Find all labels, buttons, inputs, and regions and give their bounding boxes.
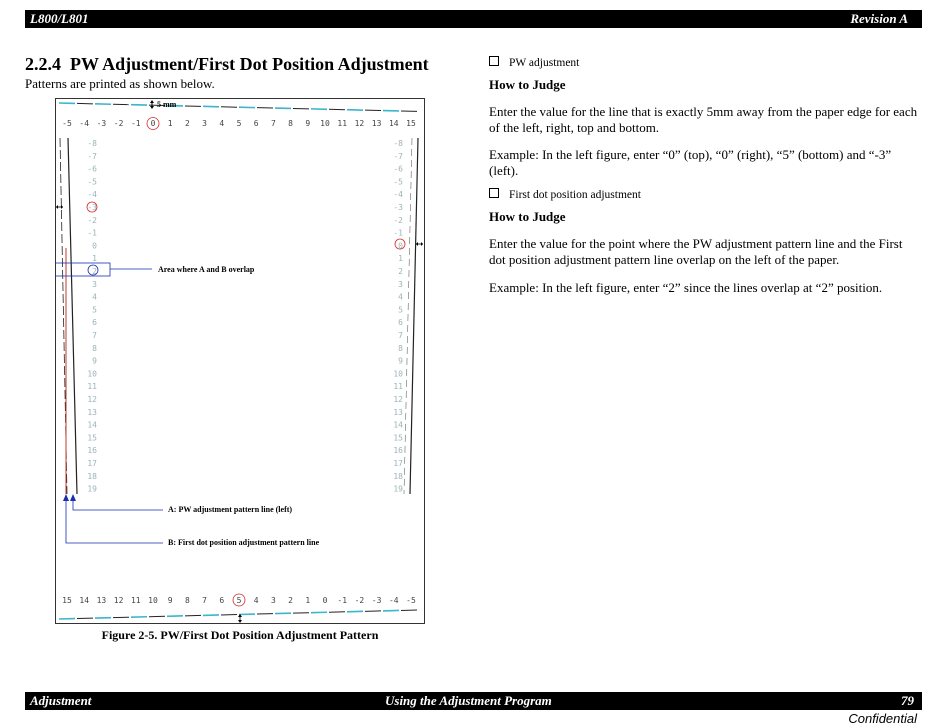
bottom-scale	[62, 596, 416, 605]
scale-tick-label: 14	[79, 596, 89, 605]
side-scale-label: -2	[393, 216, 403, 225]
scale-tick-label: -1	[337, 596, 347, 605]
side-scale-label: 11	[87, 382, 97, 391]
side-scale-label: 10	[393, 369, 403, 378]
side-scale-label: 18	[393, 472, 403, 481]
scale-tick-label: 0	[151, 119, 156, 128]
side-scale-label: 4	[92, 293, 97, 302]
side-scale-label: -8	[87, 139, 97, 148]
scale-tick-label: -3	[97, 119, 107, 128]
side-scale-label: -6	[393, 165, 403, 174]
scale-tick-label: 12	[114, 596, 124, 605]
pw-item-label: PW adjustment	[509, 57, 579, 69]
scale-tick-label: 5	[237, 119, 242, 128]
side-scale-label: 11	[393, 382, 403, 391]
scale-tick-label: 5	[237, 596, 242, 605]
scale-tick-label: -4	[389, 596, 399, 605]
side-scale-label: 15	[393, 433, 403, 442]
side-scale-label: 17	[87, 459, 97, 468]
side-scale-label: 14	[393, 421, 403, 430]
dimension-label: 5 mm	[157, 100, 177, 109]
scale-tick-label: 8	[185, 596, 190, 605]
scale-tick-label: -2	[114, 119, 124, 128]
scale-tick-label: 11	[131, 596, 141, 605]
scale-tick-label: -4	[79, 119, 89, 128]
scale-tick-label: 7	[202, 596, 207, 605]
side-scale-label: -3	[87, 203, 97, 212]
side-scale-label: 16	[87, 446, 97, 455]
side-scale-label: 9	[398, 357, 403, 366]
side-scale-label: 7	[398, 331, 403, 340]
side-scale-label: 3	[92, 280, 97, 289]
adjustment-pattern-figure	[55, 98, 425, 624]
side-scale-label: -1	[87, 229, 97, 238]
page-footer	[25, 692, 922, 710]
side-scale-label: -3	[393, 203, 403, 212]
overlap-label: Area where A and B overlap	[158, 265, 255, 274]
page-header	[25, 10, 922, 28]
side-scale-label: 13	[87, 408, 97, 417]
scale-tick-label: 11	[337, 119, 347, 128]
scale-tick-label: 3	[271, 596, 276, 605]
scale-tick-label: 8	[288, 119, 293, 128]
footer-section: Using the Adjustment Program	[385, 692, 552, 710]
page-number: 79	[901, 692, 914, 710]
first-dot-item	[489, 187, 921, 203]
section-intro: Patterns are printed as shown below.	[25, 76, 215, 92]
side-scale-label: 17	[393, 459, 403, 468]
scale-tick-label: 10	[320, 119, 330, 128]
scale-tick-label: 13	[97, 596, 107, 605]
side-scale-label: -2	[87, 216, 97, 225]
scale-tick-label: 6	[219, 596, 224, 605]
checkbox-icon	[489, 56, 499, 66]
side-scale-label: 5	[92, 305, 97, 314]
scale-tick-label: -5	[62, 119, 72, 128]
figure-caption: Figure 2-5. PW/First Dot Position Adjustment Pattern	[55, 628, 425, 643]
side-scale-label: -5	[87, 177, 97, 186]
header-revision: Revision A	[850, 10, 908, 28]
checkbox-icon	[489, 188, 499, 198]
side-scale-label: 2	[92, 267, 97, 276]
side-scale-label: 10	[87, 369, 97, 378]
side-scale-label: 3	[398, 280, 403, 289]
scale-tick-label: 15	[62, 596, 72, 605]
side-scale-label: -1	[393, 229, 403, 238]
pw-judge-heading: How to Judge	[489, 77, 921, 93]
scale-tick-label: 6	[254, 119, 259, 128]
header-model: L800/L801	[30, 10, 89, 28]
side-scale-label: -5	[393, 177, 403, 186]
scale-tick-label: -2	[355, 596, 365, 605]
label-b: B: First dot position adjustment pattern line	[168, 538, 320, 547]
side-scale-label: -8	[393, 139, 403, 148]
scale-tick-label: 0	[323, 596, 328, 605]
pw-judge-text: Enter the value for the line that is exactly 5mm away from the paper edge for each of the left, right, top and bottom.	[489, 104, 921, 136]
fd-example: Example: In the left figure, enter “2” since the lines overlap at “2” position.	[489, 280, 921, 296]
side-scale-label: 14	[87, 421, 97, 430]
side-scale-label: 15	[87, 433, 97, 442]
side-scale-label: 8	[398, 344, 403, 353]
scale-tick-label: 1	[305, 596, 310, 605]
scale-tick-label: -3	[372, 596, 382, 605]
side-scale-label: 8	[92, 344, 97, 353]
scale-tick-label: 14	[389, 119, 399, 128]
side-scale-label: 19	[87, 485, 97, 494]
scale-tick-label: 10	[148, 596, 158, 605]
side-scale-label: -6	[87, 165, 97, 174]
side-scale-label: 19	[393, 485, 403, 494]
scale-tick-label: 2	[185, 119, 190, 128]
side-scale-label: 6	[398, 318, 403, 327]
footer-chapter: Adjustment	[30, 692, 91, 710]
top-scale	[62, 119, 416, 128]
scale-tick-label: 13	[372, 119, 382, 128]
pw-example: Example: In the left figure, enter “0” (top), “0” (right), “5” (bottom) and “-3” (left).	[489, 147, 921, 179]
label-a: A: PW adjustment pattern line (left)	[168, 505, 292, 514]
fd-item-label: First dot position adjustment	[509, 189, 641, 201]
side-scale-label: 4	[398, 293, 403, 302]
side-scale-label: -4	[393, 190, 403, 199]
side-scale-label: -7	[393, 152, 403, 161]
scale-tick-label: 3	[202, 119, 207, 128]
section-heading	[25, 54, 429, 75]
scale-tick-label: 1	[168, 119, 173, 128]
side-scale-label: 2	[398, 267, 403, 276]
scale-tick-label: 9	[168, 596, 173, 605]
side-scale-label: 12	[87, 395, 97, 404]
scale-tick-label: 9	[305, 119, 310, 128]
section-title: PW Adjustment/First Dot Position Adjustment	[70, 54, 429, 74]
side-scale-label: 9	[92, 357, 97, 366]
side-scale-label: 5	[398, 305, 403, 314]
section-number: 2.2.4	[25, 54, 61, 74]
confidential-mark: Confidential	[848, 711, 917, 726]
side-scale-label: 16	[393, 446, 403, 455]
side-scale-label: 0	[92, 241, 97, 250]
fd-judge-text: Enter the value for the point where the PW adjustment pattern line and the First dot position adjustment pattern line overlap on the left of the paper.	[489, 236, 921, 268]
side-scale-label: 18	[87, 472, 97, 481]
side-scale-label: 1	[92, 254, 97, 263]
scale-tick-label: 4	[219, 119, 224, 128]
side-scale-label: -7	[87, 152, 97, 161]
scale-tick-label: 7	[271, 119, 276, 128]
side-scale-label: 0	[398, 241, 403, 250]
side-scale-label: -4	[87, 190, 97, 199]
pw-adjustment-item	[489, 55, 921, 71]
scale-tick-label: -1	[131, 119, 141, 128]
fd-judge-heading: How to Judge	[489, 209, 921, 225]
side-scale-label: 1	[398, 254, 403, 263]
scale-tick-label: 2	[288, 596, 293, 605]
side-scale-label: 12	[393, 395, 403, 404]
side-scale-label: 6	[92, 318, 97, 327]
scale-tick-label: 4	[254, 596, 259, 605]
scale-tick-label: -5	[406, 596, 416, 605]
scale-tick-label: 15	[406, 119, 416, 128]
scale-tick-label: 12	[355, 119, 365, 128]
side-scale-label: 13	[393, 408, 403, 417]
side-scale-label: 7	[92, 331, 97, 340]
